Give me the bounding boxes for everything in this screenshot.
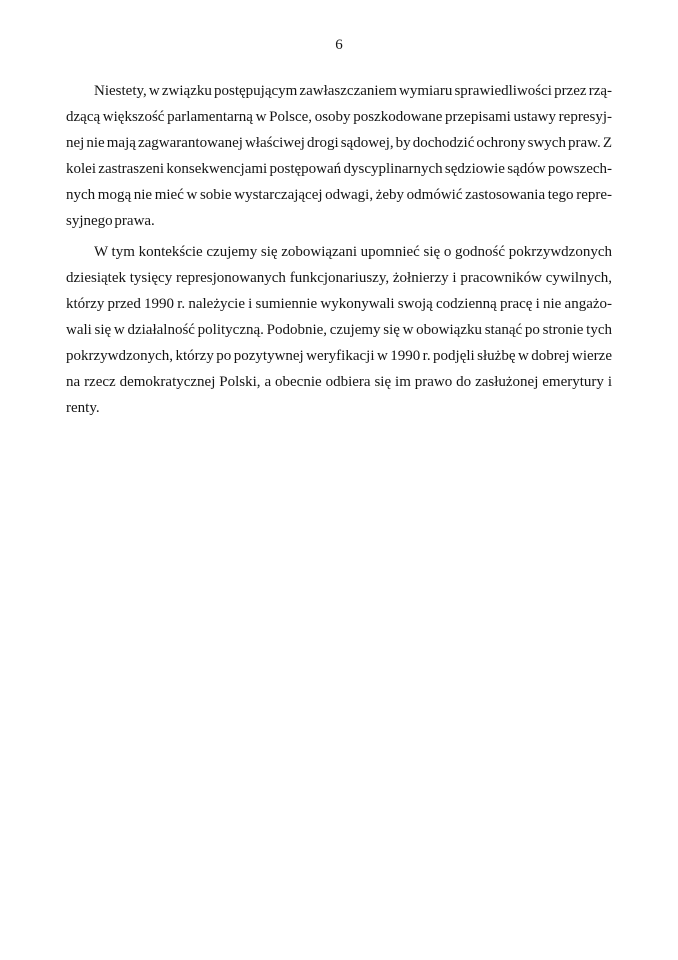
text-line: W tym kontekście czujemy się zobowiązani upomnieć się o godność pokrzywdzonych <box>94 244 612 260</box>
text-line: nej nie mają zagwarantowanej właściwej drogi sądowej, by dochodzić ochrony swych praw. Z <box>66 135 612 151</box>
text-line: pokrzywdzonych, którzy po pozytywnej weryfikacji w 1990 r. podjęli służbę w dobrej wierze <box>66 348 612 364</box>
text-line: którzy przed 1990 r. należycie i sumiennie wykonywali swoją codzienną pracę i nie angażo- <box>66 296 612 312</box>
text-line: Niestety, w związku postępującym zawłaszczaniem wymiaru sprawiedliwości przez rzą- <box>94 83 612 99</box>
paragraph <box>66 78 612 234</box>
text-line: dziesiątek tysięcy represjonowanych funkcjonariuszy, żołnierzy i pracowników cywilnych, <box>66 270 612 286</box>
text-line: kolei zastraszeni konsekwencjami postępowań dyscyplinarnych sędziowie sądów powszech- <box>66 161 612 177</box>
document-body <box>66 78 612 421</box>
text-line: nych mogą nie mieć w sobie wystarczającej odwagi, żeby odmówić zastosowania tego repre- <box>66 187 612 203</box>
text-line: syjnego prawa. <box>66 213 155 229</box>
text-line: dzącą większość parlamentarną w Polsce, osoby poszkodowane przepisami ustawy represyj- <box>66 109 612 125</box>
text-line: wali się w działalność polityczną. Podobnie, czujemy się w obowiązku stanąć po stronie tych <box>66 322 612 338</box>
text-line: renty. <box>66 400 100 416</box>
page-number: 6 <box>335 37 343 53</box>
text-line: na rzecz demokratycznej Polski, a obecnie odbiera się im prawo do zasłużonej emerytury i <box>66 374 612 390</box>
paragraph <box>66 239 612 421</box>
